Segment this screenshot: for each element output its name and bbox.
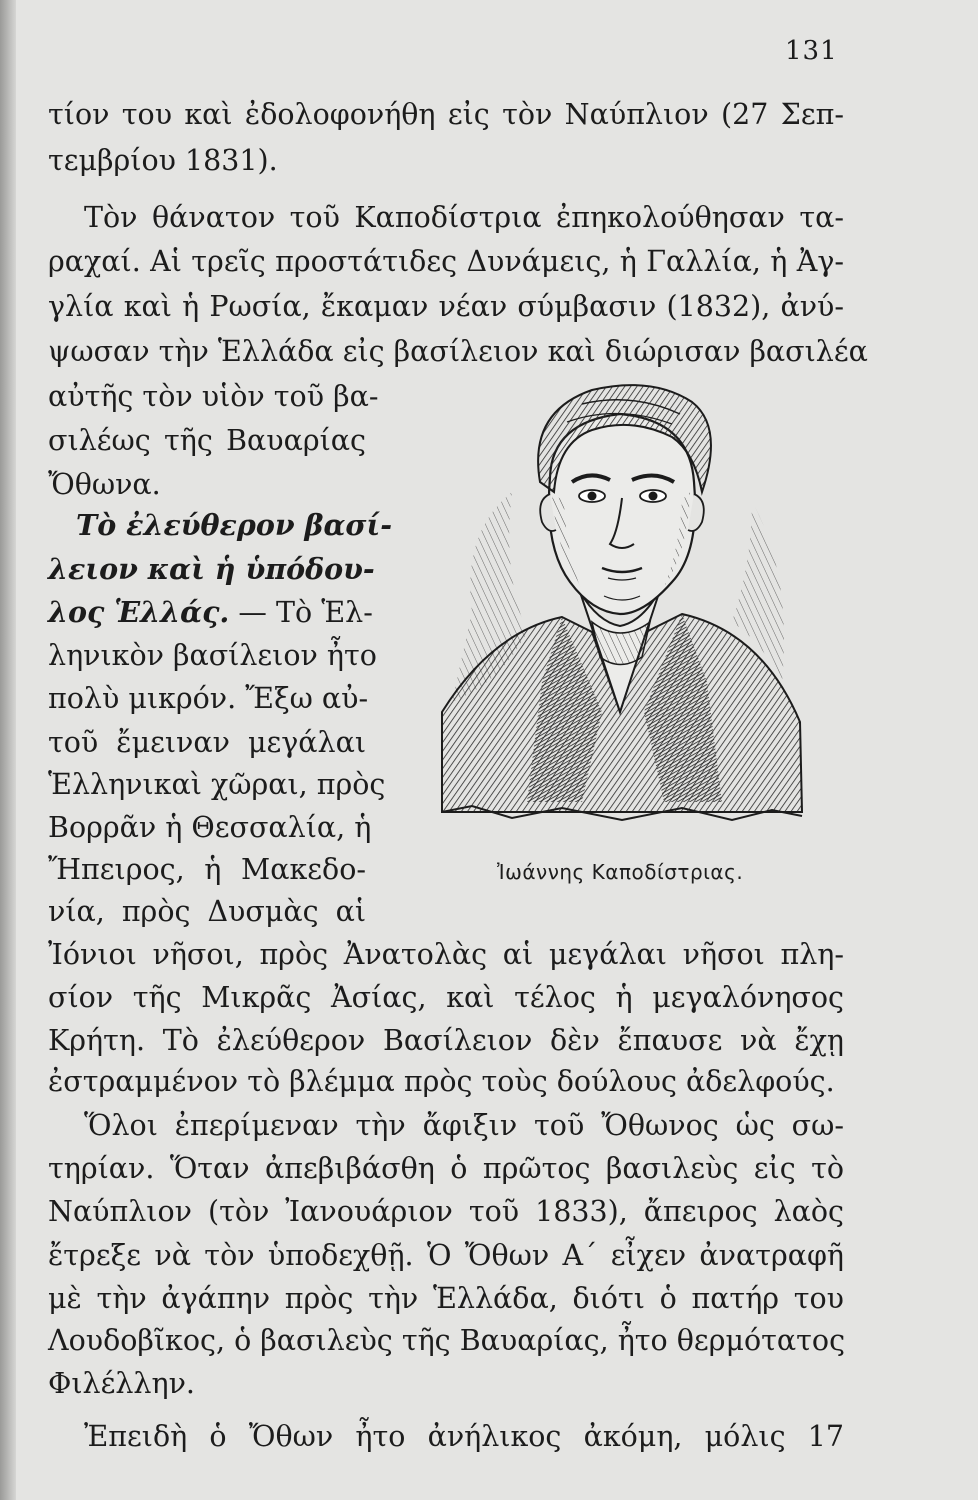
text-line: τίον του καὶ ἐδολοφονήθη εἰς τὸν Ναύπλιον (27 Σεπ- — [48, 98, 844, 131]
text-line: σίον τῆς Μικρᾶς Ἀσίας, καὶ τέλος ἡ μεγαλόνησος — [48, 981, 844, 1014]
text-line: ἔτρεξε νὰ τὸν ὑποδεχθῇ. Ὁ Ὄθων Α΄ εἶχεν ἀνατραφῆ — [48, 1239, 844, 1272]
text-line: Ἰόνιοι νῆσοι, πρὸς Ἀνατολὰς αἱ μεγάλαι νῆσοι πλη- — [48, 938, 844, 971]
section-heading: λειον καὶ ἡ ὑπόδου- — [48, 552, 375, 586]
portrait-caption: Ἰωάννης Καποδίστριας. — [497, 860, 744, 884]
page-number: 131 — [785, 36, 838, 66]
text-line: ἐστραμμένον τὸ βλέμμα πρὸς τοὺς δούλους ἀδελφούς. — [48, 1065, 835, 1098]
text-fragment: — Τὸ Ἑλ- — [229, 596, 373, 629]
text-line: σιλέως τῆς Βαυαρίας — [48, 424, 366, 457]
paragraph-start: Ὅλοι ἐπερίμεναν τὴν ἄφιξιν τοῦ Ὄθωνος ὡς σω- — [84, 1109, 844, 1142]
text-line: ραχαί. Αἱ τρεῖς προστάτιδες Δυνάμεις, ἡ Γαλλία, ἡ Ἀγ- — [48, 245, 844, 278]
text-line: τοῦ ἔμειναν μεγάλαι — [48, 726, 366, 759]
text-line: Ὄθωνα. — [48, 468, 161, 501]
text-line: Ναύπλιον (τὸν Ἰανουάριον τοῦ 1833), ἄπειρος λαὸς — [48, 1195, 844, 1228]
text-line: Ἑλληνικαὶ χῶραι, πρὸς — [48, 768, 386, 801]
text-line: τηρίαν. Ὅταν ἀπεβιβάσθη ὁ πρῶτος βασιλεὺς εἰς τὸ — [48, 1152, 844, 1185]
text-line: μὲ τὴν ἀγάπην πρὸς τὴν Ἑλλάδα, διότι ὁ πατήρ του — [48, 1282, 844, 1315]
text-line: Φιλέλλην. — [48, 1367, 195, 1400]
portrait-engraving — [432, 382, 808, 860]
text-line: αὐτῆς τὸν υἱὸν τοῦ βα- — [48, 380, 379, 413]
text-line: νία, πρὸς Δυσμὰς αἱ — [48, 895, 366, 928]
text-line: ληνικὸν βασίλειον ἦτο — [48, 639, 377, 672]
text-line: γλία καὶ ἡ Ρωσία, ἔκαμαν νέαν σύμβασιν (1832), ἀνύ- — [48, 290, 844, 323]
text-line — [48, 592, 373, 633]
paragraph-start: Τὸν θάνατον τοῦ Καποδίστρια ἐπηκολούθησαν τα- — [84, 201, 844, 234]
section-heading: Τὸ ἐλεύθερον βασί- — [76, 508, 393, 542]
text-line: Λουδοβῖκος, ὁ βασιλεὺς τῆς Βαυαρίας, ἦτο θερμότατος — [48, 1324, 846, 1357]
text-line: ψωσαν τὴν Ἑλλάδα εἰς βασίλειον καὶ διώρισαν βασιλέα — [48, 335, 868, 368]
text-line: Βορρᾶν ἡ Θεσσαλία, ἡ — [48, 811, 372, 844]
paragraph-start: Ἐπειδὴ ὁ Ὄθων ἦτο ἀνήλικος ἀκόμη, μόλις 17 — [84, 1420, 844, 1453]
text-line: Ἤπειρος, ἡ Μακεδο- — [48, 853, 366, 886]
section-heading: λος Ἑλλάς. — [48, 595, 230, 629]
text-line: πολὺ μικρόν. Ἔξω αὐ- — [48, 682, 369, 715]
text-line: τεμβρίου 1831). — [48, 144, 278, 177]
text-line: Κρήτη. Τὸ ἐλεύθερον Βασίλειον δὲν ἔπαυσε νὰ ἔχῃ — [48, 1024, 844, 1057]
page-binding-shadow — [0, 0, 16, 1500]
